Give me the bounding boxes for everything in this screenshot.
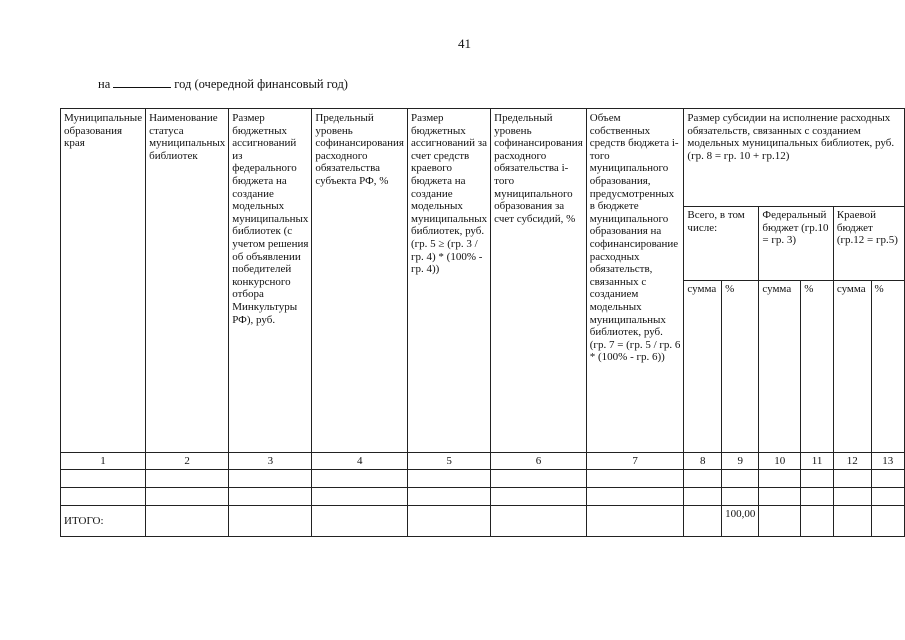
table-cell [586, 470, 684, 488]
table-cell [722, 488, 759, 506]
table-row [61, 470, 905, 488]
table-row [61, 488, 905, 506]
table-cell [229, 470, 312, 488]
table-cell [833, 506, 871, 537]
column-number: 7 [586, 453, 684, 470]
table-cell [871, 470, 904, 488]
header-municipalities: Муниципальные образования края [61, 109, 146, 453]
column-number: 3 [229, 453, 312, 470]
header-pct-13: % [871, 281, 904, 453]
column-number: 8 [684, 453, 722, 470]
page-number: 41 [458, 36, 471, 51]
table-cell [759, 506, 801, 537]
column-number: 5 [408, 453, 491, 470]
header-library-status: Наименование статуса муниципальных библиотек [146, 109, 229, 453]
header-regional-allocation: Размер бюджетных ассигнований за счет средств краевого бюджета на создание модельных муниципальных библиотек, руб. (гр. 5 ≥ (гр. 3 / гр. 4) * (100% - гр. 4)) [408, 109, 491, 453]
column-number: 2 [146, 453, 229, 470]
table-cell [408, 470, 491, 488]
table-cell [759, 488, 801, 506]
table-cell [229, 506, 312, 537]
table-cell [491, 470, 587, 488]
header-cofinancing-municipal: Предельный уровень софинансирования расходного обязательства i-того муниципального образования за счет субсидий, % [491, 109, 587, 453]
table-cell [312, 506, 408, 537]
table-cell [684, 470, 722, 488]
table-cell [586, 488, 684, 506]
period-suffix: год (очередной финансовый год) [174, 77, 348, 91]
period-prefix: на [98, 77, 111, 91]
table-cell [61, 470, 146, 488]
table-cell [146, 488, 229, 506]
table-cell [801, 470, 834, 488]
column-number: 12 [833, 453, 871, 470]
table-cell [684, 506, 722, 537]
table-cell [491, 506, 587, 537]
table-cell [408, 488, 491, 506]
column-number: 9 [722, 453, 759, 470]
period-line [98, 77, 348, 92]
table-cell [312, 470, 408, 488]
table-cell [146, 506, 229, 537]
header-subsidy-group: Размер субсидии на исполнение расходных обязательств, связанных с созданием модельных муниципальных библиотек, руб. (гр. 8 = гр. 10 + гр.12) [684, 109, 905, 207]
column-number: 11 [801, 453, 834, 470]
total-percent: 100,00 [722, 506, 759, 537]
header-own-funds: Объем собственных средств бюджета i-того муниципального образования, предусмотренных в бюджете муниципального образования на софинансирование расходных обязательств, связанных с созданием модельных муниципальных библиотек, руб. (гр. 7 = (гр. 5 / гр. 6 * (100% - гр. 6)) [586, 109, 684, 453]
table-cell [722, 470, 759, 488]
table-cell [408, 506, 491, 537]
table-cell [312, 488, 408, 506]
subsidy-table [60, 108, 905, 537]
total-label: ИТОГО: [61, 506, 146, 537]
total-row [61, 506, 905, 537]
header-cofinancing-subject: Предельный уровень софинансирования расходного обязательства субъекта РФ, % [312, 109, 408, 453]
table-cell [491, 488, 587, 506]
header-pct-11: % [801, 281, 834, 453]
table-cell [146, 470, 229, 488]
year-blank-field [113, 77, 171, 88]
table-cell [871, 506, 904, 537]
header-regional-budget: Краевой бюджет (гр.12 = гр.5) [833, 207, 904, 281]
table-cell [801, 488, 834, 506]
header-federal-budget: Федеральный бюджет (гр.10 = гр. 3) [759, 207, 833, 281]
table-cell [684, 488, 722, 506]
header-total-all: Всего, в том числе: [684, 207, 759, 281]
column-number: 1 [61, 453, 146, 470]
header-sum-10: сумма [759, 281, 801, 453]
table-cell [871, 488, 904, 506]
table-cell [61, 488, 146, 506]
column-number: 4 [312, 453, 408, 470]
column-number: 13 [871, 453, 904, 470]
table-cell [833, 488, 871, 506]
header-pct-9: % [722, 281, 759, 453]
table-cell [833, 470, 871, 488]
table-cell [586, 506, 684, 537]
column-number: 10 [759, 453, 801, 470]
header-sum-8: сумма [684, 281, 722, 453]
table-cell [229, 488, 312, 506]
table-cell [801, 506, 834, 537]
header-federal-allocation: Размер бюджетных ассигнований из федерального бюджета на создание модельных муниципальных библиотек (с учетом решения об объявлении победителей конкурсного отбора Минкультуры РФ), руб. [229, 109, 312, 453]
column-number: 6 [491, 453, 587, 470]
table-cell [759, 470, 801, 488]
header-sum-12: сумма [833, 281, 871, 453]
column-number-row [61, 453, 905, 470]
